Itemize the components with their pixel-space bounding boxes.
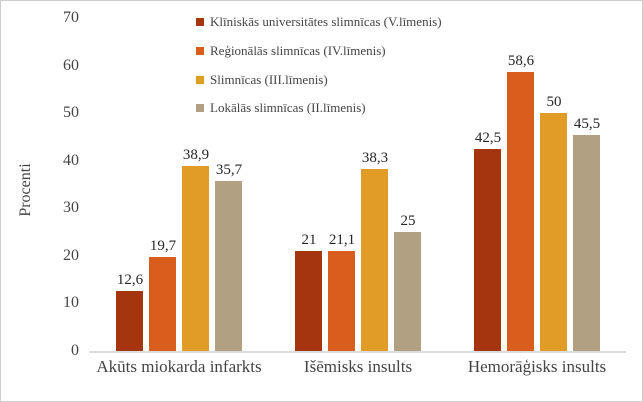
category-label: Akūts miokarda infarkts — [96, 357, 262, 376]
bar — [149, 257, 176, 351]
bar-value-label: 21,1 — [328, 232, 356, 248]
y-tick-label: 70 — [63, 9, 79, 26]
legend-item — [196, 8, 442, 37]
bar — [295, 251, 322, 351]
bar — [182, 166, 209, 351]
legend — [196, 8, 442, 123]
bar-value-label: 35,7 — [215, 162, 243, 178]
bar-value-label: 42,5 — [474, 130, 502, 146]
category-label: Išēmisks insults — [303, 357, 413, 376]
bar — [394, 232, 421, 351]
bar — [215, 181, 242, 351]
legend-label: Klīniskās universitātes slimnīcas (V.līmenis) — [210, 14, 442, 30]
bar-value-label: 50 — [546, 94, 562, 110]
legend-swatch — [196, 47, 204, 55]
bar — [507, 72, 534, 351]
y-tick-label: 10 — [63, 294, 79, 312]
legend-item — [196, 65, 442, 94]
category-label: Hemorāģisks insults — [467, 357, 607, 376]
bar-value-label: 19,7 — [149, 238, 177, 254]
y-axis-title: Procenti — [17, 163, 34, 217]
bar-value-label: 25 — [400, 213, 416, 229]
bar — [328, 251, 355, 351]
bar-value-label: 38,3 — [361, 150, 389, 166]
bar — [540, 113, 567, 351]
legend-label: Lokālās slimnīcas (II.līmenis) — [210, 100, 366, 116]
legend-swatch — [196, 104, 204, 112]
y-tick-label: 60 — [63, 56, 79, 74]
legend-label: Slimnīcas (III.līmenis) — [210, 71, 328, 87]
legend-swatch — [196, 76, 204, 84]
y-tick-label: 50 — [63, 104, 79, 122]
bar-value-label: 38,9 — [182, 147, 210, 163]
bar-value-label: 58,6 — [507, 53, 535, 69]
bar — [361, 169, 388, 351]
legend-label: Reģionālās slimnīcas (IV.līmenis) — [210, 43, 386, 59]
y-tick-label: 20 — [63, 246, 79, 264]
bar — [116, 291, 143, 351]
legend-swatch — [196, 18, 204, 26]
y-tick-label: 0 — [71, 342, 79, 359]
legend-item — [196, 94, 442, 123]
bar-value-label: 21 — [301, 232, 317, 248]
bar-value-label: 12,6 — [116, 272, 144, 288]
y-tick-label: 40 — [63, 151, 79, 169]
bar — [474, 149, 501, 351]
y-tick-label: 30 — [63, 199, 79, 217]
bar — [573, 135, 600, 351]
legend-item — [196, 37, 442, 66]
bar-value-label: 45,5 — [573, 116, 601, 132]
